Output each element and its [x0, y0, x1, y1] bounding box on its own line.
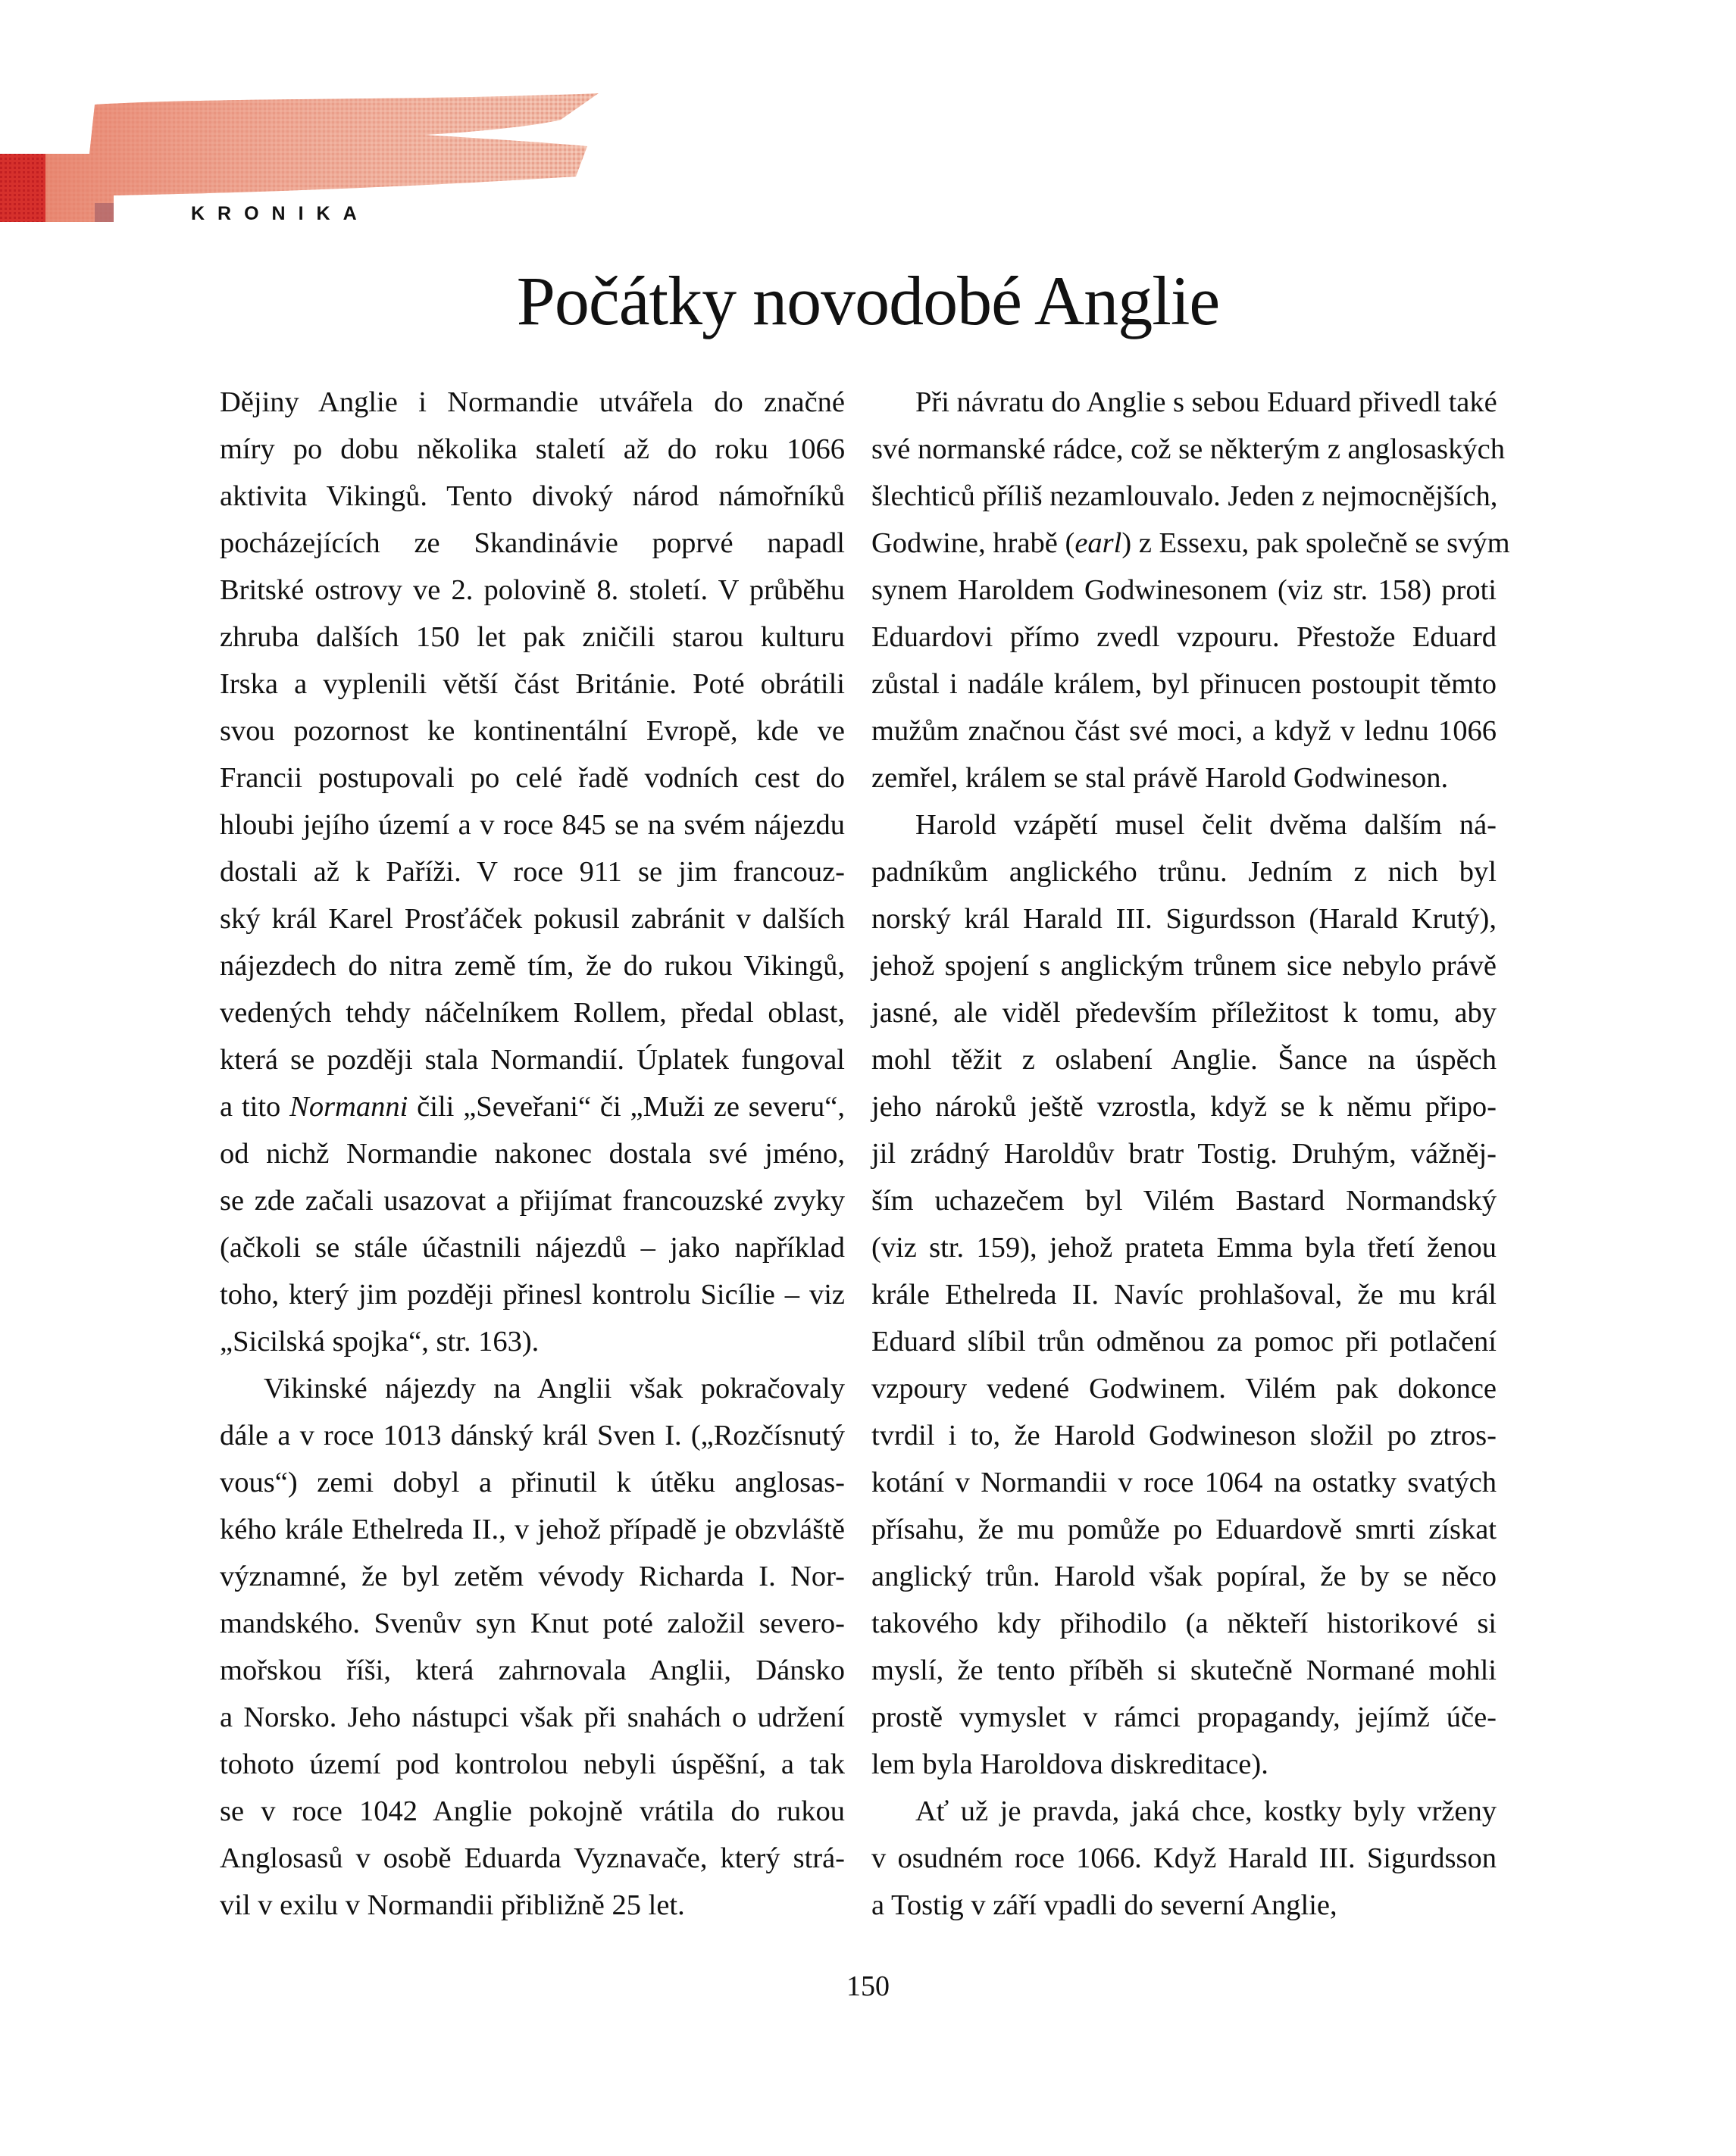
- text-line: dostali až k Paříži. V roce 911 se jim francouz-: [220, 856, 845, 888]
- text-segment: čili „Seveřani“ či „Muži ze severu“,: [408, 1091, 845, 1123]
- text-line: lem byla Haroldova diskreditace).: [871, 1748, 1268, 1780]
- text-line: myslí, že tento příběh si skutečně Normané mohli: [871, 1654, 1497, 1686]
- text-line: Dějiny Anglie i Normandie utvářela do značné: [220, 386, 845, 418]
- text-line: vzpoury vedené Godwinem. Vilém pak dokonce: [871, 1373, 1497, 1405]
- text-line: toho, který jim později přinesl kontrolu Sicílie – viz: [220, 1279, 845, 1311]
- ribbon-graphic: [0, 89, 606, 222]
- text-line: takového kdy přihodilo (a někteří historikové si: [871, 1608, 1497, 1639]
- text-line: zůstal i nadále králem, byl přinucen postoupit těmto: [871, 668, 1497, 700]
- text-line: jil zrádný Haroldův bratr Tostig. Druhým, vážněj-: [871, 1138, 1497, 1170]
- text-line: své normanské rádce, což se některým z anglosaských: [871, 433, 1505, 465]
- text-line: (ačkoli se stále účastnili nájezdů – jako například: [220, 1232, 845, 1264]
- text-line: tohoto území pod kontrolou nebyli úspěšní, a tak: [220, 1748, 845, 1780]
- text-line: šlechticů příliš nezamlouvalo. Jeden z nejmocnějších,: [871, 480, 1498, 512]
- text-line: Eduardovi přímo zvedl vzpouru. Přestože Eduard: [871, 621, 1497, 653]
- text-line: a Norsko. Jeho nástupci však při snahách o udržení: [220, 1701, 845, 1733]
- page-number: 150: [846, 1970, 890, 2002]
- text-line: významné, že byl zetěm vévody Richarda I. Nor-: [220, 1561, 845, 1592]
- text-line: a Tostig v září vpadli do severní Anglie,: [871, 1889, 1337, 1921]
- text-line: ský král Karel Prosťáček pokusil zabránit v dalších: [220, 903, 845, 935]
- text-segment: ) z Essexu, pak společně se svým: [1121, 527, 1510, 559]
- italic-term: Normanni: [289, 1091, 408, 1123]
- text-line: synem Haroldem Godwinesonem (viz str. 158) proti: [871, 574, 1497, 606]
- text-line: „Sicilská spojka“, str. 163).: [220, 1326, 540, 1358]
- text-line: Harold vzápětí musel čelit dvěma dalším ná-: [915, 809, 1497, 841]
- text-line: Anglosasů v osobě Eduarda Vyznavače, který strá-: [220, 1842, 845, 1874]
- text-line: Vikinské nájezdy na Anglii však pokračovaly: [264, 1373, 845, 1405]
- text-line: krále Ethelreda II. Navíc prohlašoval, že mu král: [871, 1279, 1497, 1311]
- text-line: mužům značnou část své moci, a když v lednu 1066: [871, 715, 1497, 747]
- italic-term: earl: [1074, 527, 1122, 559]
- text-line: kého krále Ethelreda II., v jehož případě je obzvláště: [220, 1514, 845, 1545]
- text-segment: Godwine, hrabě (: [871, 527, 1075, 559]
- text-line: pocházejících ze Skandinávie poprvé napadl: [220, 527, 845, 559]
- text-line: [871, 520, 1510, 567]
- text-line: Britské ostrovy ve 2. polovině 8. století. V průběhu: [220, 574, 845, 606]
- text-line: mohl těžit z oslabení Anglie. Šance na úspěch: [871, 1044, 1497, 1076]
- text-segment: a tito: [220, 1091, 290, 1123]
- text-line: (viz str. 159), jehož prateta Emma byla třetí ženou: [871, 1232, 1497, 1264]
- text-line: dále a v roce 1013 dánský král Sven I. („Rozčísnutý: [220, 1420, 845, 1451]
- text-line: v osudném roce 1066. Když Harald III. Sigurdsson: [871, 1842, 1497, 1874]
- text-line: Ať už je pravda, jaká chce, kostky byly vrženy: [915, 1795, 1497, 1827]
- section-label: KRONIKA: [191, 203, 370, 224]
- section-banner: [0, 89, 606, 222]
- text-line: zhruba dalších 150 let pak zničili starou kulturu: [220, 621, 845, 653]
- text-line: svou pozornost ke kontinentální Evropě, kde ve: [220, 715, 845, 747]
- text-line: mandského. Svenův syn Knut poté založil severo-: [220, 1608, 845, 1639]
- text-line: norský král Harald III. Sigurdsson (Harald Krutý),: [871, 903, 1497, 935]
- text-line: jeho nároků ještě vzrostla, když se k němu připo-: [871, 1091, 1497, 1123]
- text-line: vil v exilu v Normandii přibližně 25 let.: [220, 1889, 685, 1921]
- text-line: aktivita Vikingů. Tento divoký národ námořníků: [220, 480, 845, 512]
- text-line: Při návratu do Anglie s sebou Eduard přivedl také: [915, 386, 1497, 418]
- text-line: [220, 1083, 845, 1130]
- text-line: míry po dobu několika staletí až do roku 1066: [220, 433, 845, 465]
- text-line: přísahu, že mu pomůže po Eduardově smrti získat: [871, 1514, 1497, 1545]
- text-line: se v roce 1042 Anglie pokojně vrátila do rukou: [220, 1795, 845, 1827]
- text-line: zemřel, králem se stal právě Harold Godwineson.: [871, 762, 1449, 794]
- text-line: anglický trůn. Harold však popíral, že by se něco: [871, 1561, 1497, 1592]
- text-line: prostě vymyslet v rámci propagandy, jejímž úče-: [871, 1701, 1497, 1733]
- text-line: Irska a vyplenili větší část Británie. Poté obrátili: [220, 668, 845, 700]
- left-column: [220, 379, 845, 1929]
- text-line: jasné, ale viděl především příležitost k tomu, aby: [871, 997, 1497, 1029]
- text-line: ším uchazečem byl Vilém Bastard Normandský: [871, 1185, 1497, 1217]
- text-line: vous“) zemi dobyl a přinutil k útěku anglosas-: [220, 1467, 845, 1498]
- text-line: tvrdil i to, že Harold Godwineson složil po ztros-: [871, 1420, 1497, 1451]
- text-line: od nichž Normandie nakonec dostala své jméno,: [220, 1138, 845, 1170]
- text-line: vedených tehdy náčelníkem Rollem, předal oblast,: [220, 997, 845, 1029]
- page-title: Počátky novodobé Anglie: [516, 261, 1220, 339]
- text-line: nájezdech do nitra země tím, že do rukou Vikingů,: [220, 950, 845, 982]
- text-line: která se později stala Normandií. Úplatek fungoval: [220, 1044, 845, 1076]
- text-line: Eduard slíbil trůn odměnou za pomoc při potlačení: [871, 1326, 1497, 1358]
- text-line: se zde začali usazovat a přijímat francouzské zvyky: [220, 1185, 845, 1217]
- text-line: jehož spojení s anglickým trůnem sice nebylo právě: [871, 950, 1497, 982]
- text-line: padníkům anglického trůnu. Jedním z nich byl: [871, 856, 1497, 888]
- right-column: [871, 379, 1510, 1929]
- text-line: mořskou říši, která zahrnovala Anglii, Dánsko: [220, 1654, 845, 1686]
- text-line: hloubi jejího území a v roce 845 se na svém nájezdu: [220, 809, 845, 841]
- text-line: kotání v Normandii v roce 1064 na ostatky svatých: [871, 1467, 1497, 1498]
- text-line: Francii postupovali po celé řadě vodních cest do: [220, 762, 845, 794]
